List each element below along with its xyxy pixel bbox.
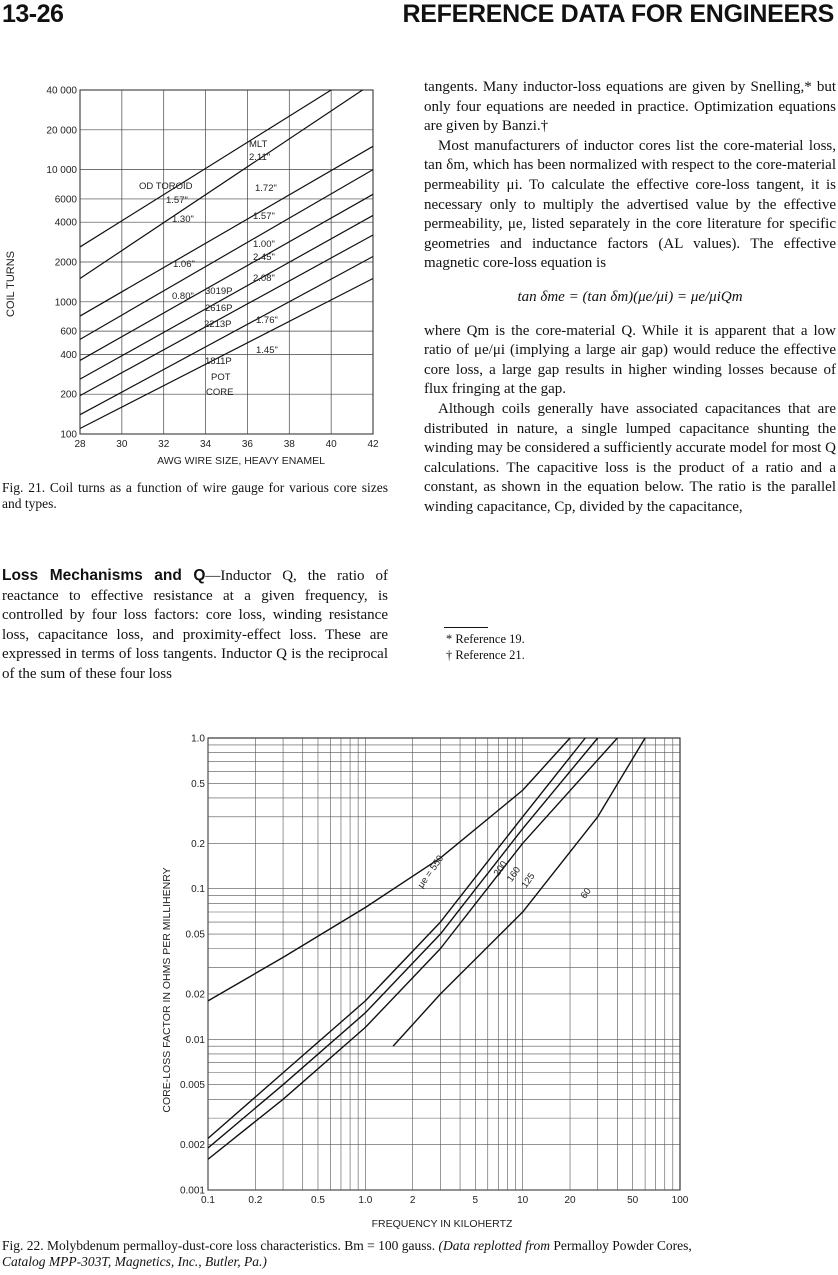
fig21-x-tick: 32	[158, 439, 170, 450]
fig21-annotation: 1.57"	[166, 195, 188, 206]
fig22-y-tick: 0.002	[179, 1140, 205, 1152]
fig22-caption	[2, 1238, 836, 1270]
fig21-y-tick: 20 000	[46, 125, 77, 137]
fig21-x-tick: 34	[200, 439, 212, 450]
fig22-x-tick: 10	[517, 1195, 529, 1206]
fig22-y-tick: 0.2	[191, 838, 205, 850]
fig22-caption-a: Fig. 22. Molybdenum permalloy-dust-core loss characteristics. Bm = 100 gauss.	[2, 1238, 439, 1253]
fig21-chart	[0, 72, 400, 492]
fig22-x-tick: 2	[409, 1195, 416, 1206]
fig22-y-tick: 1.0	[191, 733, 205, 745]
fig21-x-axis-label: AWG WIRE SIZE, HEAVY ENAMEL	[157, 455, 325, 467]
right-column-text	[424, 78, 836, 517]
fig22-x-tick: 0.1	[201, 1195, 215, 1206]
fig21-y-tick: 6000	[54, 194, 77, 206]
fig21-annotation: 2.08"	[253, 273, 275, 284]
fig21-y-tick: 400	[60, 349, 77, 361]
fig21-series-2	[80, 90, 363, 279]
fig22-caption-c: Permalloy Powder Cores,	[550, 1238, 692, 1253]
fig21-y-tick: 200	[60, 389, 77, 401]
fig21-annotation: 2.11"	[249, 152, 271, 163]
fig22-x-tick: 50	[627, 1195, 639, 1206]
page-number: 13-26	[2, 0, 64, 28]
fig22-frame	[208, 738, 680, 1190]
fig21-annotation: 1.72"	[255, 183, 277, 194]
fig21-annotation: 1811P	[205, 356, 232, 367]
fig21-annotation: 0.80"	[172, 291, 194, 302]
fig21-y-tick: 600	[60, 326, 77, 338]
fig21-series-9	[80, 279, 373, 429]
fig21-annotation: CORE	[206, 387, 234, 398]
fig21-x-tick: 42	[367, 439, 379, 450]
fig21-annotation: 1.00"	[253, 239, 275, 250]
fig21-annotation: MLT	[249, 139, 268, 150]
fig22-y-tick: 0.5	[191, 778, 205, 790]
fig22-series-label: 125	[519, 871, 538, 891]
fig21-annotation: 1.76"	[256, 315, 278, 326]
paragraph-4: Although coils generally have associated capacitances that are distributed in nature, a single lumped capacitance shunting the winding may be considered a sufficiently accurate model for most Q calculations. The capacitive loss is the product of a ratio and a constant, as shown in the equation below. The ratio is the parallel winding capacitance, Cp, divided by the capacitance,	[424, 400, 836, 515]
fig21-annotation: 1.45"	[256, 345, 278, 356]
fig21-x-tick: 40	[325, 439, 337, 450]
fig22-series-label: 160	[505, 864, 524, 885]
left-column-text	[2, 566, 388, 684]
fig22-x-tick: 20	[564, 1195, 576, 1206]
fig22-y-tick: 0.1	[191, 884, 205, 896]
footnote-1: * Reference 19.	[446, 632, 525, 646]
fig21-x-tick: 38	[283, 439, 295, 450]
fig21-annotation: 1.06"	[173, 259, 195, 270]
fig21-annotation: 2616P	[205, 303, 233, 314]
fig21-annotation: 3019P	[205, 286, 233, 297]
fig21-y-tick: 40 000	[46, 85, 77, 97]
paragraph-3: where Qm is the core-material Q. While it is apparent that a low ratio of μe/μi (implying a large air gap) would reduce the effective core loss, a large gap results in higher winding losses because of flux fringing at the gap.	[424, 322, 836, 398]
fig21-y-axis-label: COIL TURNS	[5, 250, 17, 318]
fig21-y-tick: 2000	[54, 257, 77, 269]
fig22-y-tick: 0.005	[179, 1080, 205, 1092]
fig21-x-tick: 28	[74, 439, 86, 450]
fig21-y-tick: 10 000	[46, 165, 77, 177]
fig22-series-label: 60	[578, 886, 594, 902]
fig21-x-tick: 36	[241, 439, 253, 450]
fig22-y-tick: 0.01	[185, 1034, 205, 1046]
footnote-2: † Reference 21.	[446, 648, 525, 662]
fig21-annotation: POT	[211, 372, 231, 383]
section-heading: Loss Mechanisms and Q	[2, 567, 206, 584]
fig22-x-tick: 0.2	[248, 1195, 263, 1206]
fig22-x-tick: 5	[472, 1195, 479, 1206]
fig21-y-tick: 1000	[54, 297, 77, 309]
footnote-rule	[444, 627, 488, 628]
fig22-series-label: 200	[491, 859, 510, 879]
fig22-series-5	[393, 738, 645, 1046]
fig22-x-axis-label: FREQUENCY IN KILOHERTZ	[371, 1218, 513, 1230]
fig22-series-label: μe = 550	[415, 853, 447, 891]
fig22-y-tick: 0.02	[185, 989, 205, 1001]
fig21-y-tick: 100	[60, 429, 77, 441]
fig22-y-tick: 0.001	[179, 1185, 205, 1197]
fig22-y-axis-label: CORE-LOSS FACTOR IN OHMS PER MILLIHENRY	[161, 867, 173, 1113]
running-title: REFERENCE DATA FOR ENGINEERS	[402, 0, 834, 28]
fig22-x-tick: 0.5	[311, 1195, 325, 1206]
fig21-annotation: 2.45"	[253, 252, 275, 263]
fig22-caption-b: (Data replotted from	[438, 1238, 551, 1253]
fig21-caption: Fig. 21. Coil turns as a function of wire gauge for various core sizes and types.	[2, 480, 388, 511]
fig21-annotation: 2213P	[204, 319, 232, 330]
fig22-y-tick: 0.05	[185, 929, 205, 941]
fig22-caption-d: Catalog MPP-303T, Magnetics, Inc., Butler, Pa.)	[2, 1254, 267, 1269]
fig21-annotation: OD TOROID	[139, 181, 193, 192]
fig22-x-tick: 100	[671, 1195, 689, 1206]
fig21-y-tick: 4000	[54, 217, 77, 229]
fig21-annotation: 1.30"	[172, 214, 194, 225]
core-loss-equation: tan δme = (tan δm)(μe/μi) = μe/μiQm	[517, 288, 743, 305]
paragraph-2: Most manufacturers of inductor cores list the core-material loss, tan δm, which has been normalized with respect to the core-material permeability μi. To calculate the effective core-loss tangent, it is necessary only to multiply the advertised value by the effective permeability, μe, listed separately in the core literature for specific geometries and inductance factors (AL values). The effective magnetic core-loss equation is	[424, 137, 836, 272]
paragraph-1: tangents. Many inductor-loss equations are given by Snelling,* but only four equations are needed in practice. Optimization equations are given by Banzi.†	[424, 79, 836, 135]
fig22-chart	[150, 730, 710, 1230]
fig22-x-tick: 1.0	[358, 1195, 373, 1206]
fig21-annotation: 1.57"	[253, 211, 275, 222]
fig21-x-tick: 30	[116, 439, 128, 450]
left-body: —Inductor Q, the ratio of reactance to effective resistance at a given frequency, is controlled by four loss factors: core loss, winding resistance loss, capacitance loss, and proximity-effect loss. These are expressed in terms of loss tangents. Inductor Q is the reciprocal of the sum of these four loss	[2, 568, 388, 682]
